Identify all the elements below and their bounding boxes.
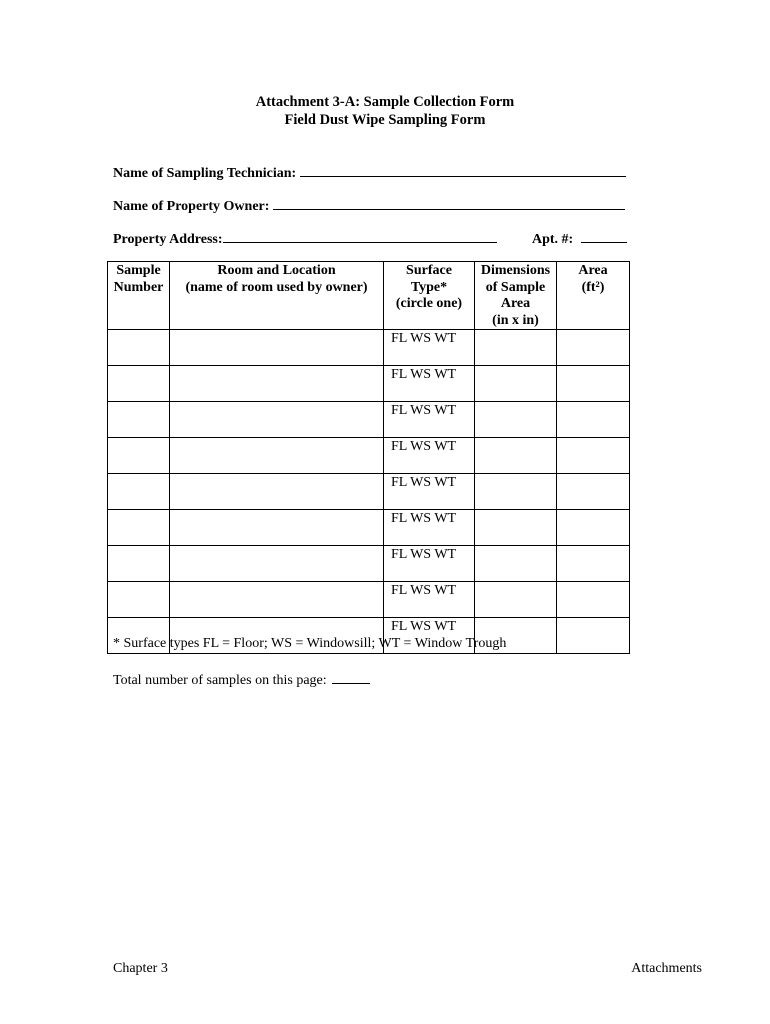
sample-number-cell[interactable] (108, 330, 170, 366)
owner-field (113, 196, 625, 215)
technician-blank[interactable] (300, 163, 626, 177)
room-location-cell[interactable] (170, 402, 384, 438)
header-room-location: Room and Location (name of room used by owner) (170, 262, 384, 330)
area-cell[interactable] (557, 402, 630, 438)
surface-type-cell[interactable]: FL WS WT (384, 510, 475, 546)
table-header-row (108, 262, 630, 330)
sample-number-cell[interactable] (108, 582, 170, 618)
room-location-cell[interactable] (170, 366, 384, 402)
technician-label: Name of Sampling Technician: (113, 166, 297, 181)
sample-number-cell[interactable] (108, 510, 170, 546)
table-row (108, 366, 630, 402)
header-sample-number: Sample Number (108, 262, 170, 330)
total-samples-field (113, 670, 370, 689)
surface-type-cell[interactable]: FL WS WT (384, 618, 475, 654)
surface-types-footnote: * Surface types FL = Floor; WS = Windowsill; WT = Window Trough (113, 636, 507, 651)
room-location-cell[interactable] (170, 474, 384, 510)
form-subtitle: Field Dust Wipe Sampling Form (284, 112, 486, 128)
area-cell[interactable] (557, 474, 630, 510)
area-cell[interactable] (557, 438, 630, 474)
area-cell[interactable] (557, 618, 630, 654)
dimensions-cell[interactable] (475, 582, 557, 618)
table-row (108, 402, 630, 438)
sample-number-cell[interactable] (108, 474, 170, 510)
area-cell[interactable] (557, 546, 630, 582)
sample-number-cell[interactable] (108, 366, 170, 402)
header-area: Area (ft²) (557, 262, 630, 330)
footer-chapter: Chapter 3 (113, 961, 168, 976)
surface-type-cell[interactable]: FL WS WT (384, 582, 475, 618)
apt-label: Apt. #: (532, 232, 574, 247)
apt-field (532, 229, 627, 248)
owner-label: Name of Property Owner: (113, 199, 270, 214)
area-cell[interactable] (557, 330, 630, 366)
room-location-cell[interactable] (170, 510, 384, 546)
table-row (108, 582, 630, 618)
dimensions-cell[interactable] (475, 546, 557, 582)
table-row (108, 330, 630, 366)
dimensions-cell[interactable] (475, 510, 557, 546)
room-location-cell[interactable] (170, 582, 384, 618)
dimensions-cell[interactable] (475, 366, 557, 402)
table-row (108, 474, 630, 510)
address-blank[interactable] (223, 229, 497, 243)
dimensions-cell[interactable] (475, 402, 557, 438)
surface-type-cell[interactable]: FL WS WT (384, 330, 475, 366)
room-location-cell[interactable] (170, 546, 384, 582)
dimensions-cell[interactable] (475, 330, 557, 366)
sample-number-cell[interactable] (108, 438, 170, 474)
area-cell[interactable] (557, 510, 630, 546)
owner-blank[interactable] (273, 196, 625, 210)
total-samples-label: Total number of samples on this page: (113, 673, 327, 688)
total-samples-blank[interactable] (332, 670, 370, 684)
form-title: Attachment 3-A: Sample Collection Form (255, 94, 515, 110)
area-cell[interactable] (557, 582, 630, 618)
dimensions-cell[interactable] (475, 474, 557, 510)
apt-blank[interactable] (581, 229, 627, 243)
table-row (108, 438, 630, 474)
area-cell[interactable] (557, 366, 630, 402)
sample-number-cell[interactable] (108, 546, 170, 582)
surface-type-cell[interactable]: FL WS WT (384, 366, 475, 402)
surface-type-cell[interactable]: FL WS WT (384, 546, 475, 582)
dimensions-cell[interactable] (475, 438, 557, 474)
header-dimensions: Dimensions of Sample Area (in x in) (475, 262, 557, 330)
surface-type-cell[interactable]: FL WS WT (384, 474, 475, 510)
header-surface-type: Surface Type* (circle one) (384, 262, 475, 330)
table-body (108, 330, 630, 654)
surface-type-cell[interactable]: FL WS WT (384, 402, 475, 438)
room-location-cell[interactable] (170, 438, 384, 474)
footer-section: Attachments (631, 961, 702, 976)
table-row (108, 546, 630, 582)
technician-field (113, 163, 626, 182)
sample-table (107, 261, 630, 654)
table-row (108, 510, 630, 546)
room-location-cell[interactable] (170, 330, 384, 366)
address-label: Property Address: (113, 232, 223, 247)
address-field (113, 229, 497, 248)
surface-type-cell[interactable]: FL WS WT (384, 438, 475, 474)
sample-number-cell[interactable] (108, 402, 170, 438)
